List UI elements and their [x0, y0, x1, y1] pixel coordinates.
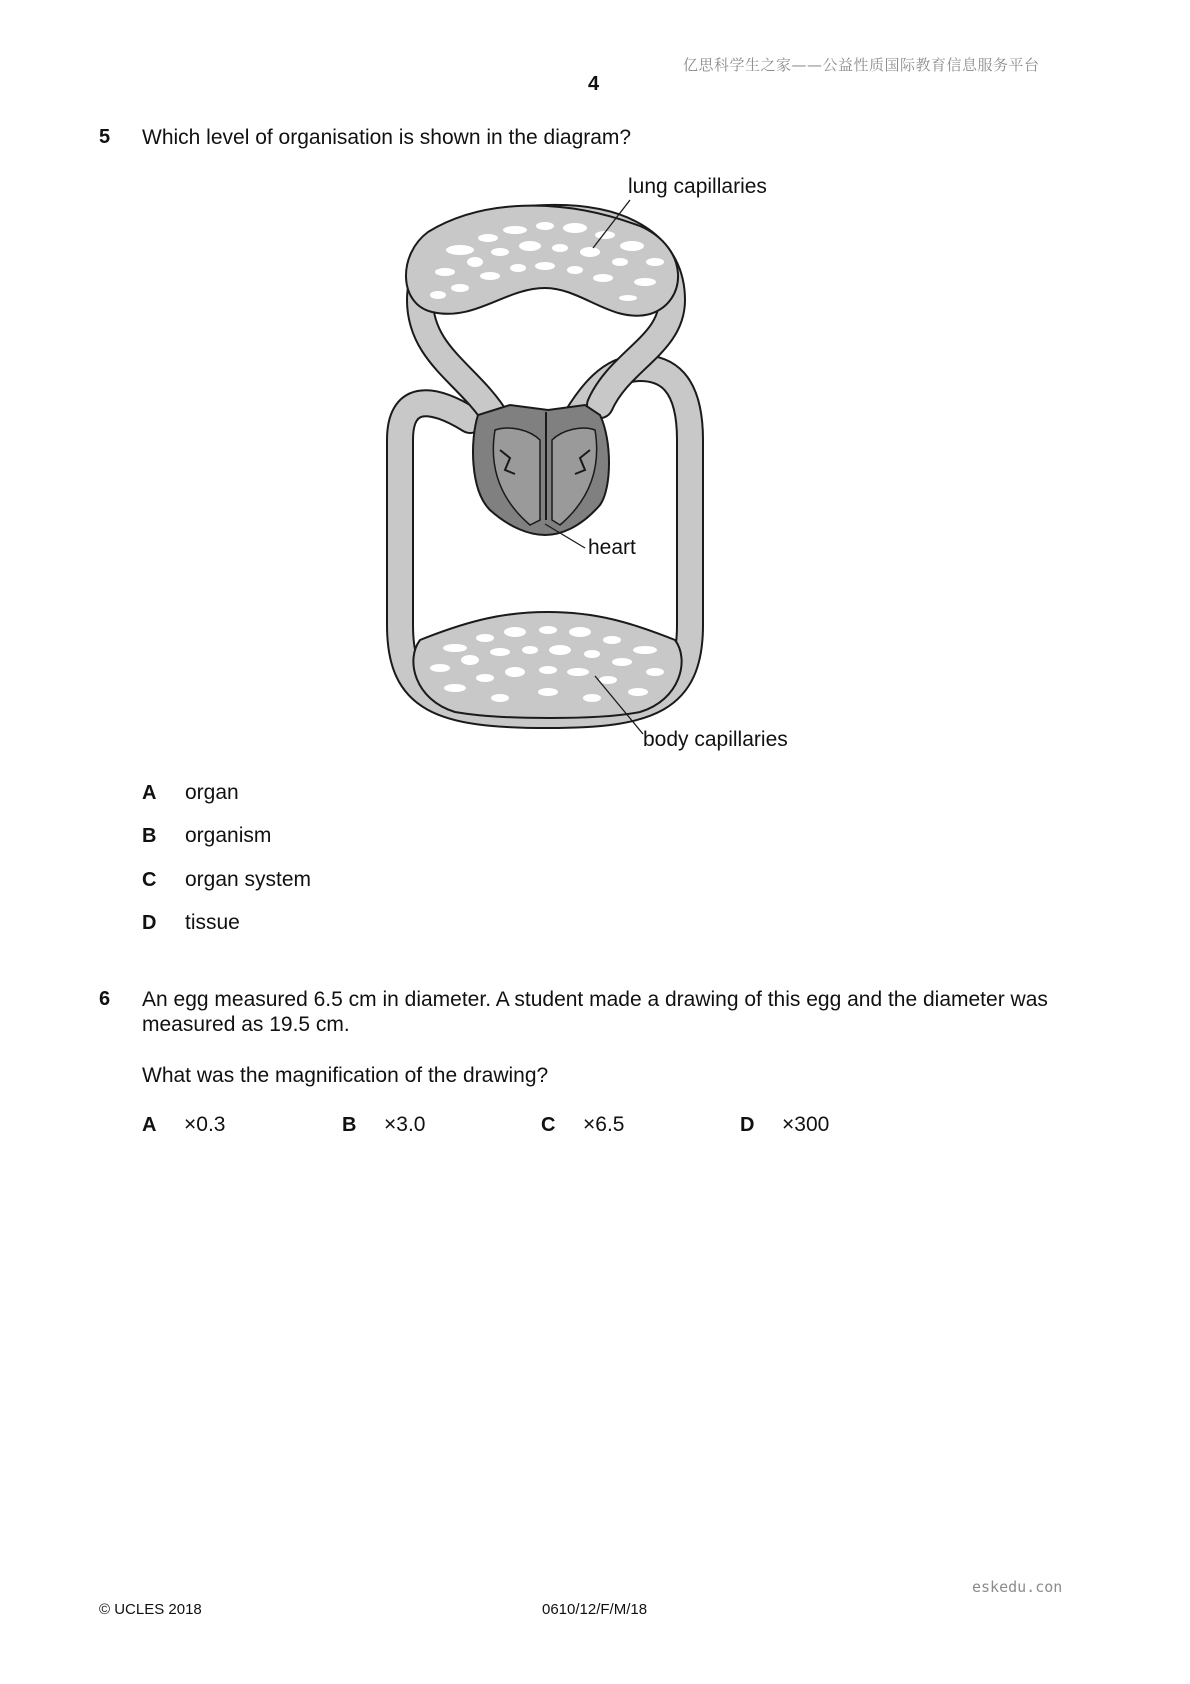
body-capillaries-label: body capillaries: [643, 728, 788, 751]
q6-option-a-text: ×0.3: [184, 1113, 226, 1136]
q5-option-b-text: organism: [185, 824, 272, 847]
q6-option-a-letter: A: [142, 1114, 157, 1136]
q5-option-b-letter: B: [142, 825, 157, 847]
q5-option-a-text: organ: [185, 781, 239, 804]
question-6-text-line1: An egg measured 6.5 cm in diameter. A student made a drawing of this egg and the diameter was: [142, 988, 1048, 1011]
q6-option-d-text: ×300: [782, 1113, 830, 1136]
q6-option-c-text: ×6.5: [583, 1113, 625, 1136]
q5-option-a-letter: A: [142, 782, 157, 804]
question-6-text-line2: measured as 19.5 cm.: [142, 1013, 350, 1036]
question-6-prompt: What was the magnification of the drawing?: [142, 1064, 549, 1087]
heart-shape: [473, 405, 609, 535]
circulatory-system-diagram: [0, 0, 1190, 760]
heart-label: heart: [588, 536, 636, 559]
lung-capillaries-label: lung capillaries: [628, 175, 767, 198]
q5-option-d-letter: D: [142, 912, 157, 934]
q6-option-c-letter: C: [541, 1114, 556, 1136]
question-5-text: Which level of organisation is shown in the diagram?: [142, 126, 632, 149]
q5-option-c-text: organ system: [185, 868, 312, 891]
header-watermark: 亿思科学生之家——公益性质国际教育信息服务平台: [683, 56, 1040, 74]
footer-copyright: © UCLES 2018: [99, 1601, 202, 1618]
footer-paper-code: 0610/12/F/M/18: [542, 1601, 648, 1618]
q6-option-d-letter: D: [740, 1114, 755, 1136]
footer-watermark: eskedu.con: [972, 1578, 1063, 1596]
question-6-number: 6: [99, 988, 111, 1010]
page-number: 4: [588, 73, 600, 95]
q5-option-d-text: tissue: [185, 911, 240, 934]
body-capillary-bed: [413, 612, 681, 718]
q5-option-c-letter: C: [142, 869, 157, 891]
question-5-number: 5: [99, 126, 111, 148]
q6-option-b-text: ×3.0: [384, 1113, 426, 1136]
q6-option-b-letter: B: [342, 1114, 357, 1136]
